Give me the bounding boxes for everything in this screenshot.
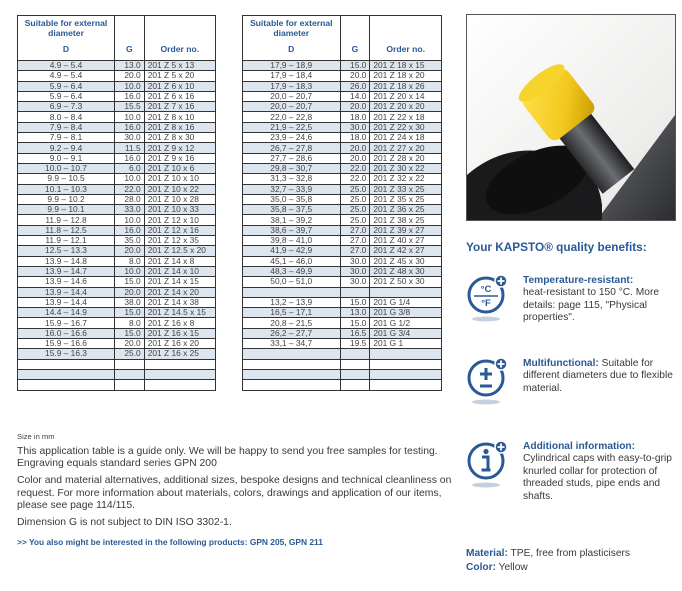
g-cell: 11.5 <box>115 143 145 153</box>
table-row <box>18 318 216 328</box>
g-cell <box>115 359 145 369</box>
table-row <box>18 246 216 256</box>
order-no-cell: 201 Z 9 x 16 <box>144 153 215 163</box>
diameter-cell: 11.9 – 12.1 <box>18 236 115 246</box>
table-row <box>18 256 216 266</box>
g-cell: 10.0 <box>115 81 145 91</box>
diameter-cell: 14.4 – 14.9 <box>18 308 115 318</box>
column-header-diameter: Suitable for external diameter D <box>243 16 341 61</box>
g-cell: 38.0 <box>115 297 145 307</box>
order-no-cell: 201 Z 45 x 30 <box>370 256 442 266</box>
color-line: Color: Yellow <box>466 562 528 573</box>
application-table-right <box>242 15 442 391</box>
table-row <box>18 380 216 390</box>
order-no-cell: 201 Z 50 x 30 <box>370 277 442 287</box>
benefit-text: Temperature-resistant: heat-resistant to 150 °C. More details: page 115, "Physical properties". <box>523 275 660 324</box>
diameter-cell: 13.9 – 14.4 <box>18 287 115 297</box>
order-no-cell: 201 Z 14 x 38 <box>144 297 215 307</box>
table-row <box>18 297 216 307</box>
g-cell: 27.0 <box>340 225 370 235</box>
column-header-g: G <box>340 16 370 61</box>
order-no-cell: 201 Z 14 x 20 <box>144 287 215 297</box>
svg-text:°C: °C <box>480 284 492 295</box>
table-row <box>18 153 216 163</box>
table-row <box>243 318 442 328</box>
table-row <box>243 112 442 122</box>
cap-on-stud-image <box>467 15 675 220</box>
g-cell: 20.0 <box>340 71 370 81</box>
diameter-cell: 15.9 – 16.7 <box>18 318 115 328</box>
notes-section <box>17 432 457 547</box>
diameter-cell: 26,2 – 27,7 <box>243 328 341 338</box>
g-cell: 25.0 <box>340 215 370 225</box>
diameter-cell: 23,9 – 24,6 <box>243 133 341 143</box>
diameter-cell: 41,9 – 42,9 <box>243 246 341 256</box>
table-row <box>243 143 442 153</box>
material-line: Material: TPE, free from plasticisers <box>466 548 631 559</box>
g-cell: 10.0 <box>115 215 145 225</box>
table-row <box>243 349 442 359</box>
table-row <box>18 91 216 101</box>
g-cell: 15.0 <box>340 318 370 328</box>
dimension-paragraph: Dimension G is not subject to DIN ISO 3302-1. <box>17 517 232 529</box>
order-no-cell: 201 Z 22 x 18 <box>370 112 442 122</box>
order-no-cell: 201 Z 14.5 x 15 <box>144 308 215 318</box>
diameter-cell: 38,6 – 39,7 <box>243 225 341 235</box>
diameter-cell: 22,0 – 22,8 <box>243 112 341 122</box>
order-no-cell <box>370 287 442 297</box>
order-no-cell: 201 Z 8 x 30 <box>144 133 215 143</box>
table-row <box>18 102 216 112</box>
g-cell: 15.0 <box>340 61 370 71</box>
table-row <box>18 205 216 215</box>
diameter-cell: 35,8 – 37,5 <box>243 205 341 215</box>
order-no-cell: 201 G 3/4 <box>370 328 442 338</box>
order-no-cell: 201 Z 14 x 10 <box>144 266 215 276</box>
g-cell: 18.0 <box>340 133 370 143</box>
table-row <box>243 380 442 390</box>
g-cell: 22.0 <box>340 163 370 173</box>
table-row <box>243 61 442 71</box>
alternatives-paragraph: Color and material alternatives, additional sizes, bespoke designs and technical cleanliness on request. For more information about materials, colors, drawings and application of our items, please see page 114/115. <box>17 475 452 511</box>
diameter-cell <box>18 359 115 369</box>
g-cell: 14.0 <box>340 91 370 101</box>
table-row <box>243 308 442 318</box>
order-no-cell: 201 Z 32 x 22 <box>370 174 442 184</box>
g-cell <box>115 380 145 390</box>
g-cell: 10.0 <box>115 266 145 276</box>
diameter-cell: 13.9 – 14.8 <box>18 256 115 266</box>
diameter-cell: 38,1 – 39,2 <box>243 215 341 225</box>
size-note: Size in mm <box>17 432 55 441</box>
g-cell: 30.0 <box>340 256 370 266</box>
g-cell: 25.0 <box>340 205 370 215</box>
g-cell: 30.0 <box>340 122 370 132</box>
table-row <box>18 194 216 204</box>
diameter-cell: 17,9 – 18,9 <box>243 61 341 71</box>
order-no-cell: 201 Z 16 x 20 <box>144 339 215 349</box>
diameter-cell: 21,9 – 22,5 <box>243 122 341 132</box>
temperature-icon <box>466 275 510 325</box>
g-cell: 20.0 <box>340 143 370 153</box>
order-no-cell: 201 Z 42 x 27 <box>370 246 442 256</box>
diameter-cell <box>243 380 341 390</box>
g-cell: 8.0 <box>115 256 145 266</box>
order-no-cell: 201 Z 10 x 22 <box>144 184 215 194</box>
info-icon <box>466 441 510 491</box>
diameter-cell <box>18 380 115 390</box>
g-cell: 33.0 <box>115 205 145 215</box>
table-row <box>18 339 216 349</box>
order-no-cell <box>144 380 215 390</box>
diameter-cell: 9.2 – 9.4 <box>18 143 115 153</box>
g-cell: 20.0 <box>115 246 145 256</box>
table-row <box>18 369 216 379</box>
order-no-cell: 201 Z 48 x 30 <box>370 266 442 276</box>
diameter-cell: 13.9 – 14.4 <box>18 297 115 307</box>
diameter-cell: 15.9 – 16.6 <box>18 339 115 349</box>
column-header-order-no: Order no. <box>370 16 442 61</box>
diameter-cell: 17,9 – 18,3 <box>243 81 341 91</box>
order-no-cell: 201 Z 28 x 20 <box>370 153 442 163</box>
g-cell: 25.0 <box>340 184 370 194</box>
diameter-cell <box>18 369 115 379</box>
table-row <box>18 349 216 359</box>
table-row <box>18 174 216 184</box>
table-row <box>243 153 442 163</box>
diameter-cell: 27,7 – 28,6 <box>243 153 341 163</box>
order-no-cell: 201 Z 5 x 13 <box>144 61 215 71</box>
g-cell: 16.0 <box>115 225 145 235</box>
column-header-g: G <box>115 16 145 61</box>
order-no-cell: 201 Z 10 x 6 <box>144 163 215 173</box>
order-no-cell: 201 Z 16 x 25 <box>144 349 215 359</box>
order-no-cell <box>144 369 215 379</box>
g-cell: 26.0 <box>340 81 370 91</box>
order-no-cell: 201 Z 18 x 26 <box>370 81 442 91</box>
table-row <box>243 163 442 173</box>
table-row <box>18 308 216 318</box>
g-cell: 13.0 <box>115 61 145 71</box>
diameter-cell: 7.9 – 8.4 <box>18 122 115 132</box>
g-cell <box>340 380 370 390</box>
table-row <box>243 102 442 112</box>
diameter-cell: 9.0 – 9.1 <box>18 153 115 163</box>
diameter-cell: 9.9 – 10.1 <box>18 205 115 215</box>
order-no-cell: 201 Z 6 x 10 <box>144 81 215 91</box>
table-row <box>243 91 442 101</box>
g-cell: 20.0 <box>115 287 145 297</box>
table-row <box>243 287 442 297</box>
g-cell: 10.0 <box>115 112 145 122</box>
diameter-cell: 29,8 – 30,7 <box>243 163 341 173</box>
table-row <box>18 143 216 153</box>
order-no-cell <box>370 349 442 359</box>
diameter-cell: 5.9 – 6.4 <box>18 81 115 91</box>
table-row <box>243 369 442 379</box>
table-body <box>243 61 442 391</box>
order-no-cell: 201 Z 14 x 8 <box>144 256 215 266</box>
diameter-cell: 20,8 – 21,5 <box>243 318 341 328</box>
column-header-order-no: Order no. <box>144 16 215 61</box>
table-row <box>243 184 442 194</box>
diameter-cell: 13.9 – 14.6 <box>18 277 115 287</box>
table-row <box>243 328 442 338</box>
order-no-cell: 201 Z 8 x 10 <box>144 112 215 122</box>
order-no-cell: 201 G 3/8 <box>370 308 442 318</box>
g-cell: 25.0 <box>115 349 145 359</box>
table-row <box>18 225 216 235</box>
plus-minus-icon <box>466 358 510 408</box>
diameter-cell: 5.9 – 6.4 <box>18 91 115 101</box>
g-cell: 19.5 <box>340 339 370 349</box>
table-row <box>243 246 442 256</box>
table-row <box>18 61 216 71</box>
diameter-cell: 10.0 – 10.7 <box>18 163 115 173</box>
guide-paragraph: This application table is a guide only. We will be happy to send you free samples for testing. Engraving equals standard series GPN 200 <box>17 446 438 470</box>
diameter-cell: 9.9 – 10.5 <box>18 174 115 184</box>
order-no-cell: 201 Z 10 x 10 <box>144 174 215 184</box>
diameter-cell <box>243 349 341 359</box>
table-row <box>18 359 216 369</box>
order-no-cell <box>370 380 442 390</box>
order-no-cell: 201 Z 12 x 16 <box>144 225 215 235</box>
order-no-cell: 201 G 1/4 <box>370 297 442 307</box>
order-no-cell: 201 G 1/2 <box>370 318 442 328</box>
diameter-cell: 20,0 – 20,7 <box>243 102 341 112</box>
benefits-title: Your KAPSTO® quality benefits: <box>466 240 647 254</box>
table-row <box>18 215 216 225</box>
g-cell: 30.0 <box>340 266 370 276</box>
benefit-text: Multifunctional: Suitable for different diameters due to flexible material. <box>523 358 673 394</box>
diameter-cell <box>243 359 341 369</box>
diameter-cell: 17,9 – 18,4 <box>243 71 341 81</box>
diameter-cell: 13,2 – 13,9 <box>243 297 341 307</box>
g-cell: 8.0 <box>115 318 145 328</box>
diameter-cell: 4.9 – 5.4 <box>18 61 115 71</box>
diameter-cell: 7.9 – 8.1 <box>18 133 115 143</box>
diameter-cell: 6.9 – 7.3 <box>18 102 115 112</box>
order-no-cell: 201 Z 20 x 20 <box>370 102 442 112</box>
diameter-cell: 11.9 – 12.8 <box>18 215 115 225</box>
order-no-cell: 201 Z 36 x 25 <box>370 205 442 215</box>
product-photo <box>466 14 676 221</box>
g-cell: 30.0 <box>340 277 370 287</box>
order-no-cell: 201 Z 5 x 20 <box>144 71 215 81</box>
order-no-cell: 201 Z 40 x 27 <box>370 236 442 246</box>
table-row <box>243 339 442 349</box>
order-no-cell: 201 Z 6 x 16 <box>144 91 215 101</box>
table-row <box>18 133 216 143</box>
order-no-cell: 201 Z 22 x 30 <box>370 122 442 132</box>
order-no-cell: 201 Z 12.5 x 20 <box>144 246 215 256</box>
table-row <box>18 81 216 91</box>
table-row <box>243 266 442 276</box>
g-cell: 25.0 <box>340 194 370 204</box>
order-no-cell: 201 Z 10 x 33 <box>144 205 215 215</box>
table-body <box>18 61 216 391</box>
table-row <box>18 277 216 287</box>
table-row <box>18 122 216 132</box>
table-row <box>243 215 442 225</box>
g-cell <box>340 369 370 379</box>
order-no-cell <box>144 359 215 369</box>
table-row <box>18 328 216 338</box>
diameter-cell: 35,0 – 35,8 <box>243 194 341 204</box>
table-row <box>18 236 216 246</box>
diameter-cell: 48,3 – 49,9 <box>243 266 341 276</box>
order-no-cell: 201 Z 20 x 14 <box>370 91 442 101</box>
svg-text:°F: °F <box>481 298 491 309</box>
g-cell: 15.0 <box>340 297 370 307</box>
table-row <box>243 81 442 91</box>
diameter-cell: 32,7 – 33,9 <box>243 184 341 194</box>
g-cell: 13.0 <box>340 308 370 318</box>
order-no-cell: 201 Z 9 x 12 <box>144 143 215 153</box>
g-cell: 16.5 <box>340 328 370 338</box>
table-row <box>18 71 216 81</box>
table-row <box>18 163 216 173</box>
order-no-cell: 201 G 1 <box>370 339 442 349</box>
table-row <box>18 266 216 276</box>
order-no-cell: 201 Z 18 x 20 <box>370 71 442 81</box>
g-cell: 20.0 <box>340 153 370 163</box>
g-cell: 18.0 <box>340 112 370 122</box>
g-cell: 15.0 <box>115 308 145 318</box>
order-no-cell: 201 Z 8 x 16 <box>144 122 215 132</box>
diameter-cell: 8.0 – 8.4 <box>18 112 115 122</box>
g-cell: 30.0 <box>115 133 145 143</box>
order-no-cell: 201 Z 16 x 15 <box>144 328 215 338</box>
g-cell: 28.0 <box>115 194 145 204</box>
table-row <box>18 112 216 122</box>
diameter-cell: 33,1 – 34,7 <box>243 339 341 349</box>
diameter-cell: 9.9 – 10.2 <box>18 194 115 204</box>
diameter-cell: 11.8 – 12.5 <box>18 225 115 235</box>
table-row <box>243 133 442 143</box>
table-row <box>243 71 442 81</box>
table-row <box>243 256 442 266</box>
order-no-cell <box>370 369 442 379</box>
order-no-cell: 201 Z 38 x 25 <box>370 215 442 225</box>
table-row <box>18 287 216 297</box>
table-row <box>18 184 216 194</box>
table-row <box>243 205 442 215</box>
g-cell: 15.0 <box>115 328 145 338</box>
order-no-cell: 201 Z 30 x 22 <box>370 163 442 173</box>
diameter-cell: 16,5 – 17,1 <box>243 308 341 318</box>
g-cell <box>115 369 145 379</box>
order-no-cell: 201 Z 10 x 28 <box>144 194 215 204</box>
table-row <box>243 277 442 287</box>
diameter-cell: 10.1 – 10.3 <box>18 184 115 194</box>
g-cell <box>340 287 370 297</box>
diameter-cell: 20,0 – 20,7 <box>243 91 341 101</box>
g-cell: 15.5 <box>115 102 145 112</box>
diameter-cell: 13.9 – 14.7 <box>18 266 115 276</box>
table-row <box>243 225 442 235</box>
order-no-cell: 201 Z 39 x 27 <box>370 225 442 235</box>
order-no-cell: 201 Z 7 x 16 <box>144 102 215 112</box>
diameter-cell: 39,8 – 41,0 <box>243 236 341 246</box>
column-header-diameter: Suitable for external diameter D <box>18 16 115 61</box>
g-cell: 16.0 <box>115 122 145 132</box>
g-cell: 22.0 <box>340 174 370 184</box>
order-no-cell: 201 Z 18 x 15 <box>370 61 442 71</box>
application-table-left <box>17 15 216 391</box>
order-no-cell: 201 Z 27 x 20 <box>370 143 442 153</box>
diameter-cell: 16.0 – 16.6 <box>18 328 115 338</box>
order-no-cell: 201 Z 12 x 35 <box>144 236 215 246</box>
benefit-text: Additional information: Cylindrical caps with easy-to-grip knurled collar for protection of threaded studs, pipe ends and shafts. <box>523 441 672 502</box>
diameter-cell: 26,7 – 27,8 <box>243 143 341 153</box>
g-cell: 15.0 <box>115 277 145 287</box>
order-no-cell: 201 Z 35 x 25 <box>370 194 442 204</box>
material-info <box>466 547 630 575</box>
order-no-cell: 201 Z 24 x 18 <box>370 133 442 143</box>
g-cell <box>340 359 370 369</box>
g-cell: 20.0 <box>115 71 145 81</box>
diameter-cell: 50,0 – 51,0 <box>243 277 341 287</box>
diameter-cell: 31,3 – 32,8 <box>243 174 341 184</box>
table-row <box>243 236 442 246</box>
g-cell: 20.0 <box>115 339 145 349</box>
g-cell: 6.0 <box>115 163 145 173</box>
table-row <box>243 359 442 369</box>
diameter-cell: 12.5 – 13.3 <box>18 246 115 256</box>
diameter-cell <box>243 369 341 379</box>
g-cell: 27.0 <box>340 236 370 246</box>
diameter-cell: 4.9 – 5.4 <box>18 71 115 81</box>
table-row <box>243 122 442 132</box>
g-cell <box>340 349 370 359</box>
table-row <box>243 297 442 307</box>
g-cell: 16.0 <box>115 91 145 101</box>
order-no-cell: 201 Z 33 x 25 <box>370 184 442 194</box>
related-products-link[interactable]: >> You also might be interested in the following products: GPN 205, GPN 211 <box>17 537 323 548</box>
order-no-cell <box>370 359 442 369</box>
table-row <box>243 194 442 204</box>
order-no-cell: 201 Z 12 x 10 <box>144 215 215 225</box>
table-row <box>243 174 442 184</box>
g-cell: 35.0 <box>115 236 145 246</box>
g-cell: 16.0 <box>115 153 145 163</box>
g-cell: 10.0 <box>115 174 145 184</box>
diameter-cell <box>243 287 341 297</box>
diameter-cell: 45,1 – 46,0 <box>243 256 341 266</box>
order-no-cell: 201 Z 14 x 15 <box>144 277 215 287</box>
g-cell: 27.0 <box>340 246 370 256</box>
diameter-cell: 15.9 – 16.3 <box>18 349 115 359</box>
g-cell: 20.0 <box>340 102 370 112</box>
order-no-cell: 201 Z 16 x 8 <box>144 318 215 328</box>
g-cell: 22.0 <box>115 184 145 194</box>
